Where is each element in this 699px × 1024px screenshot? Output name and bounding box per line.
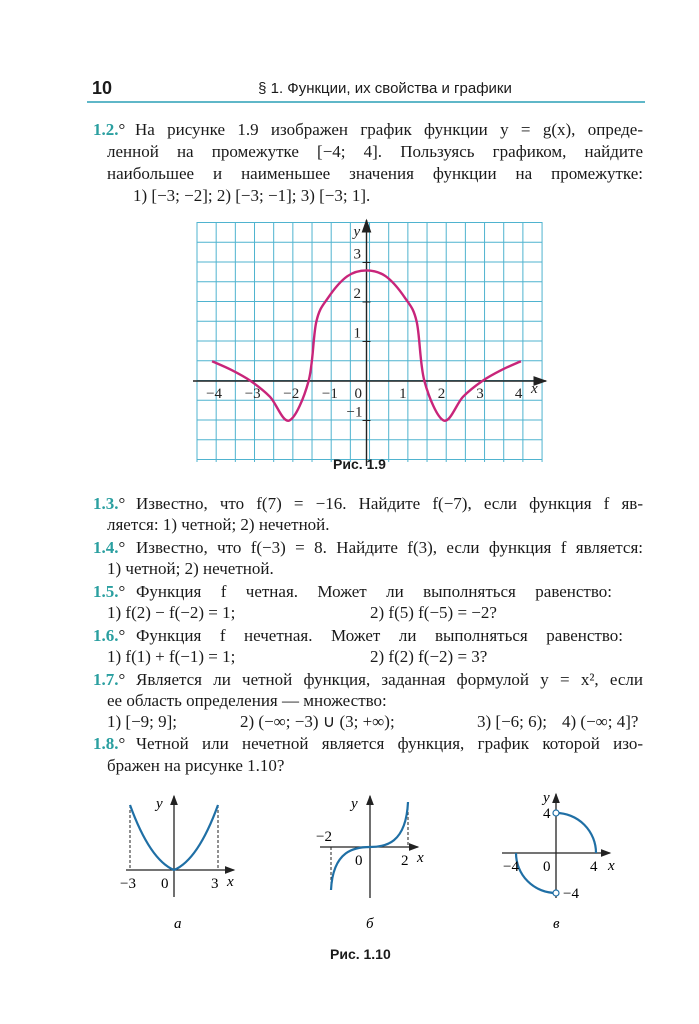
degree-mark: °	[118, 626, 126, 645]
option-1: 1) f(1) + f(−1) = 1;	[107, 647, 236, 666]
axis-label: x	[417, 850, 424, 866]
degree-mark: °	[118, 494, 126, 513]
x-tick-label: 2	[437, 386, 446, 402]
panel-label: а	[174, 916, 182, 932]
tick-label: 4	[543, 806, 551, 822]
axis-label: y	[156, 796, 163, 812]
problem-text-line: Известно, что f(7) = −16. Найдите f(−7), если функция f яв-	[136, 494, 643, 513]
panel-c-graph	[502, 790, 615, 932]
tick-label: 4	[590, 859, 598, 875]
tick-label: −2	[316, 829, 332, 845]
problem-number	[93, 538, 125, 558]
problem-text-line: наибольшее и наименьшее значения функции на промежутке:	[107, 164, 643, 183]
tick-label: 0	[355, 853, 363, 869]
problem-number	[93, 494, 125, 514]
x-axis-label: x	[531, 381, 538, 397]
problem-text-line: Является ли четной функция, заданная формулой y = x², если	[136, 670, 643, 689]
problem-text-line: ляется: 1) четной; 2) нечетной.	[107, 515, 330, 534]
axis-label: x	[608, 858, 615, 874]
option-3: 3) [−6; 6);	[477, 712, 548, 731]
option-1: 1) [−9; 9];	[107, 712, 178, 731]
tick-label: −3	[120, 876, 136, 892]
x-tick-label: −4	[206, 386, 223, 402]
tick-label: 2	[401, 853, 409, 869]
problem-text-line: 1) [−3; −2]; 2) [−3; −1]; 3) [−3; 1].	[133, 186, 371, 205]
tick-label: 3	[211, 876, 219, 892]
x-tick-label: −2	[283, 386, 300, 402]
problem-text-line: Четной или нечетной является функция, график которой изо-	[136, 734, 643, 753]
problem-text-line: Функция f четная. Может ли выполняться равенство:	[136, 582, 612, 601]
figure-caption: Рис. 1.10	[330, 946, 391, 962]
degree-mark: °	[118, 120, 126, 139]
y-tick-label: 2	[353, 286, 361, 302]
x-tick-label: −3	[244, 386, 261, 402]
degree-mark: °	[118, 734, 126, 753]
figure-1-10	[0, 780, 699, 940]
number-text: 1.2.	[93, 120, 119, 139]
problem-number	[93, 670, 125, 690]
y-tick-label: 3	[353, 246, 361, 263]
x-tick-label: 1	[399, 386, 407, 402]
panel-label: б	[366, 916, 374, 932]
problem-number	[93, 582, 125, 602]
y-tick-label: −1	[346, 404, 363, 421]
tick-label: 0	[161, 876, 169, 892]
tick-label: −4	[563, 886, 579, 902]
degree-mark: °	[118, 582, 126, 601]
y-tick-label: 1	[353, 325, 361, 342]
degree-mark: °	[118, 670, 126, 689]
axis-label: y	[543, 790, 550, 806]
option-1: 1) f(2) − f(−2) = 1;	[107, 603, 236, 622]
axis-label: x	[227, 874, 234, 890]
figure-caption: Рис. 1.9	[333, 456, 386, 472]
x-tick-label: 4	[514, 386, 523, 402]
problem-text-line: Известно, что f(−3) = 8. Найдите f(3), если функция f является:	[136, 538, 643, 557]
tick-label: −4	[503, 859, 519, 875]
number-text: 1.8.	[93, 734, 119, 753]
open-point	[553, 890, 559, 896]
number-text: 1.3.	[93, 494, 119, 513]
number-text: 1.4.	[93, 538, 119, 557]
option-2: 2) (−∞; −3) ∪ (3; +∞);	[240, 712, 395, 731]
problem-number	[93, 734, 125, 754]
number-text: 1.6.	[93, 626, 119, 645]
option-2: 2) f(2) f(−2) = 3?	[370, 647, 488, 666]
tick-label: 0	[543, 859, 551, 875]
x-tick-label: 0	[354, 386, 362, 402]
degree-mark: °	[118, 538, 126, 557]
axis-label: y	[351, 796, 358, 812]
open-point	[553, 810, 559, 816]
x-tick-label: −1	[321, 386, 338, 402]
x-tick-label: 3	[476, 386, 484, 402]
problem-text-line: бражен на рисунке 1.10?	[107, 756, 285, 775]
panel-label: в	[553, 916, 560, 932]
page-number: 10	[92, 78, 113, 98]
problem-number	[93, 626, 125, 646]
option-4: 4) (−∞; 4]?	[562, 712, 639, 731]
number-text: 1.5.	[93, 582, 119, 601]
arc-upper	[556, 813, 596, 853]
problem-text-line: ее область определения — множество:	[107, 691, 387, 710]
problem-text-line: Функция f нечетная. Может ли выполняться равенство:	[136, 626, 623, 645]
panel-b-odd-graph	[316, 796, 424, 932]
section-title: § 1. Функции, их свойства и графики	[258, 80, 512, 97]
problem-text-line: На рисунке 1.9 изображен график функции y = g(x), опреде-	[135, 120, 643, 139]
problem-text-line: 1) четной; 2) нечетной.	[107, 559, 274, 578]
number-text: 1.7.	[93, 670, 119, 689]
problem-text-line: ленной на промежутке [−4; 4]. Пользуясь графиком, найдите	[107, 142, 643, 161]
panel-a-even-graph	[120, 796, 234, 932]
function-graph-1-9	[0, 0, 699, 480]
option-2: 2) f(5) f(−5) = −2?	[370, 603, 497, 622]
y-axis-label: y	[353, 224, 361, 240]
